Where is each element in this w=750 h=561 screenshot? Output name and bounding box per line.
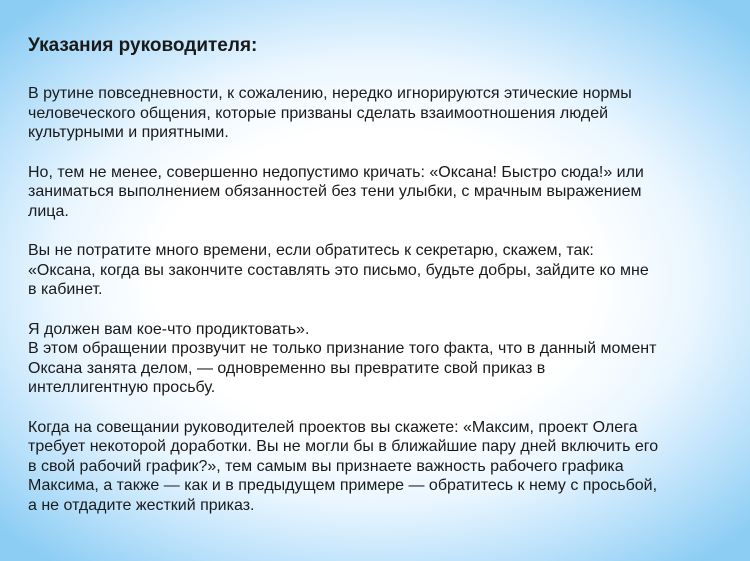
text-line: Я должен вам кое-что продиктовать». [28, 320, 310, 338]
paragraph-5 [28, 418, 728, 516]
text-line: В этом обращении прозвучит не только признание того факта, что в данный момент [28, 340, 657, 357]
text-line: Максима, а также — как и в предыдущем примере — обратитесь к нему с просьбой, [28, 477, 658, 494]
text-line: Оксана занята делом, — одновременно вы превратите свой приказ в [28, 359, 546, 377]
text-line: в свой рабочий график?», тем самым вы признаете важность рабочего графика [28, 457, 624, 475]
text-line: человеческого общения, которые призваны сделать взаимоотношения людей [28, 104, 609, 122]
paragraph-1 [28, 84, 728, 143]
slide-title: Указания руководителя: [28, 35, 258, 56]
text-line: В рутине повседневности, к сожалению, нередко игнорируются этические нормы [28, 85, 632, 102]
paragraph-3 [28, 241, 728, 300]
paragraph-2 [28, 163, 728, 222]
text-line: а не отдадите жесткий приказ. [28, 496, 255, 514]
text-line: интеллигентную просьбу. [28, 379, 216, 396]
text-line: Вы не потратите много времени, если обратитесь к секретарю, скажем, так: [28, 242, 594, 259]
text-line: Но, тем не менее, совершенно недопустимо кричать: «Оксана! Быстро сюда!» или [28, 163, 644, 181]
text-line: Когда на совещании руководителей проектов вы скажете: «Максим, проект Олега [28, 418, 638, 436]
paragraph-4 [28, 320, 728, 398]
text-line: лица. [28, 202, 69, 220]
slide-content [28, 34, 728, 515]
text-line: «Оксана, когда вы закончите составлять это письмо, будьте добры, зайдите ко мне [28, 261, 649, 279]
text-line: заниматься выполнением обязанностей без тени улыбки, с мрачным выражением [28, 183, 642, 200]
text-line: культурными и приятными. [28, 124, 229, 141]
text-line: требует некоторой доработки. Вы не могли бы в ближайшие пару дней включить его [28, 438, 659, 455]
text-line: в кабинет. [28, 281, 103, 298]
